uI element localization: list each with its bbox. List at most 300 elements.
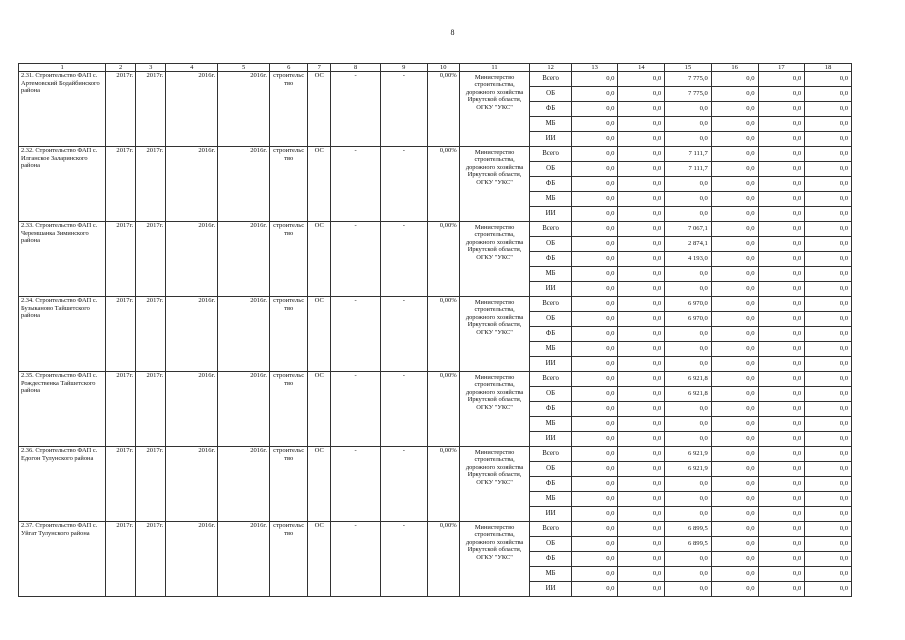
amount-cell: 0,0 [805,552,852,567]
amount-cell: 0,0 [805,537,852,552]
amount-cell: 0,0 [665,477,712,492]
project-name: 2.37. Строительство ФАП с. Уйгат Тулунского района [19,522,106,597]
amount-cell: 0,0 [805,282,852,297]
amount-cell: 0,0 [711,372,758,387]
amount-cell: 0,0 [711,432,758,447]
amount-cell: 0,0 [665,492,712,507]
table-row [19,447,852,462]
funding-source: ОБ [530,462,571,477]
col9-value: - [380,447,427,522]
amount-cell: 0,0 [665,192,712,207]
readiness-percent: 0,00% [427,222,459,297]
amount-cell: 0,0 [571,282,618,297]
column-header-10: 10 [427,64,459,72]
amount-cell: 0,0 [618,297,665,312]
amount-cell: 0,0 [618,132,665,147]
amount-cell: 0,0 [711,327,758,342]
amount-cell: 0,0 [711,462,758,477]
amount-cell: 6 899,5 [665,522,712,537]
amount-cell: 0,0 [711,87,758,102]
amount-cell: 0,0 [805,357,852,372]
amount-cell: 0,0 [618,387,665,402]
amount-cell: 0,0 [805,117,852,132]
column-header-12: 12 [530,64,571,72]
amount-cell: 0,0 [805,507,852,522]
amount-cell: 0,0 [711,117,758,132]
project-name: 2.31. Строительство ФАП с. Артемовский Бодайбинского района [19,72,106,147]
executor: Министерство строительства, дорожного хозяйства Иркутской области, ОГКУ "УКС" [459,72,530,147]
column-header-14: 14 [618,64,665,72]
funding-source: МБ [530,342,571,357]
amount-cell: 0,0 [711,177,758,192]
amount-cell: 0,0 [758,402,805,417]
funding-source: Всего [530,372,571,387]
end-year: 2017г. [136,522,166,597]
funding-source: ФБ [530,327,571,342]
amount-cell: 0,0 [805,582,852,597]
amount-cell: 0,0 [571,417,618,432]
amount-cell: 0,0 [711,552,758,567]
amount-cell: 6 899,5 [665,537,712,552]
table-row [19,522,852,537]
project-name: 2.35. Строительство ФАП с. Рождественка Тайшетского района [19,372,106,447]
amount-cell: 0,0 [618,72,665,87]
end-year: 2017г. [136,372,166,447]
amount-cell: 6 921,8 [665,387,712,402]
page-number: 8 [450,28,455,37]
amount-cell: 0,0 [571,582,618,597]
amount-cell: 0,0 [618,207,665,222]
amount-cell: 4 193,0 [665,252,712,267]
design-start-year: 2016г. [166,297,218,372]
table-body [19,72,852,597]
amount-cell: 0,0 [618,342,665,357]
amount-cell: 0,0 [618,567,665,582]
amount-cell: 0,0 [758,147,805,162]
design-end-year: 2016г. [218,447,270,522]
amount-cell: 0,0 [758,522,805,537]
amount-cell: 0,0 [805,222,852,237]
amount-cell: 0,0 [618,237,665,252]
amount-cell: 0,0 [758,477,805,492]
amount-cell: 0,0 [805,312,852,327]
amount-cell: 0,0 [665,582,712,597]
object-type: ОС [308,447,331,522]
amount-cell: 0,0 [711,282,758,297]
amount-cell: 0,0 [758,357,805,372]
work-type: строительс тво [270,447,308,522]
amount-cell: 0,0 [711,492,758,507]
amount-cell: 0,0 [758,582,805,597]
column-number-header [19,64,852,72]
funding-source: ИИ [530,507,571,522]
design-start-year: 2016г. [166,522,218,597]
amount-cell: 0,0 [571,102,618,117]
amount-cell: 0,0 [711,402,758,417]
amount-cell: 0,0 [758,507,805,522]
funding-source: МБ [530,192,571,207]
end-year: 2017г. [136,72,166,147]
executor: Министерство строительства, дорожного хозяйства Иркутской области, ОГКУ "УКС" [459,297,530,372]
col8-value: - [331,72,381,147]
amount-cell: 0,0 [665,357,712,372]
amount-cell: 0,0 [618,357,665,372]
start-year: 2017г. [106,372,136,447]
column-header-17: 17 [758,64,805,72]
amount-cell: 0,0 [711,417,758,432]
amount-cell: 0,0 [805,237,852,252]
amount-cell: 0,0 [711,507,758,522]
funding-source: ОБ [530,87,571,102]
amount-cell: 0,0 [805,492,852,507]
amount-cell: 0,0 [758,117,805,132]
amount-cell: 0,0 [665,342,712,357]
start-year: 2017г. [106,147,136,222]
amount-cell: 0,0 [571,327,618,342]
funding-source: ФБ [530,102,571,117]
amount-cell: 0,0 [805,417,852,432]
amount-cell: 0,0 [805,87,852,102]
amount-cell: 0,0 [758,372,805,387]
amount-cell: 0,0 [758,102,805,117]
amount-cell: 0,0 [618,177,665,192]
amount-cell: 0,0 [711,567,758,582]
amount-cell: 0,0 [571,237,618,252]
amount-cell: 0,0 [571,192,618,207]
amount-cell: 0,0 [665,117,712,132]
amount-cell: 0,0 [571,162,618,177]
amount-cell: 0,0 [665,327,712,342]
amount-cell: 0,0 [571,402,618,417]
funding-source: ФБ [530,402,571,417]
amount-cell: 0,0 [711,537,758,552]
object-type: ОС [308,147,331,222]
amount-cell: 0,0 [805,402,852,417]
amount-cell: 0,0 [805,192,852,207]
amount-cell: 0,0 [571,117,618,132]
amount-cell: 0,0 [665,267,712,282]
funding-source: ОБ [530,537,571,552]
amount-cell: 0,0 [618,462,665,477]
amount-cell: 0,0 [665,282,712,297]
amount-cell: 0,0 [618,222,665,237]
amount-cell: 0,0 [571,207,618,222]
amount-cell: 0,0 [571,447,618,462]
amount-cell: 0,0 [571,432,618,447]
column-header-16: 16 [711,64,758,72]
amount-cell: 0,0 [571,537,618,552]
amount-cell: 0,0 [758,87,805,102]
amount-cell: 0,0 [618,582,665,597]
amount-cell: 0,0 [758,552,805,567]
col8-value: - [331,447,381,522]
amount-cell: 0,0 [758,492,805,507]
column-header-3: 3 [136,64,166,72]
work-type: строительс тво [270,522,308,597]
amount-cell: 0,0 [618,522,665,537]
amount-cell: 0,0 [711,447,758,462]
amount-cell: 0,0 [571,297,618,312]
readiness-percent: 0,00% [427,147,459,222]
end-year: 2017г. [136,297,166,372]
amount-cell: 0,0 [805,102,852,117]
amount-cell: 0,0 [805,252,852,267]
amount-cell: 0,0 [618,162,665,177]
amount-cell: 0,0 [618,252,665,267]
funding-source: Всего [530,522,571,537]
amount-cell: 0,0 [758,417,805,432]
funding-source: ОБ [530,387,571,402]
amount-cell: 0,0 [571,492,618,507]
amount-cell: 6 970,0 [665,312,712,327]
amount-cell: 0,0 [711,387,758,402]
amount-cell: 0,0 [571,147,618,162]
amount-cell: 0,0 [758,312,805,327]
amount-cell: 0,0 [758,267,805,282]
start-year: 2017г. [106,297,136,372]
funding-source: Всего [530,147,571,162]
amount-cell: 0,0 [758,537,805,552]
design-start-year: 2016г. [166,372,218,447]
amount-cell: 0,0 [665,102,712,117]
funding-source: ФБ [530,552,571,567]
amount-cell: 0,0 [711,252,758,267]
amount-cell: 0,0 [805,342,852,357]
project-name: 2.34. Строительство ФАП с. Бузыканово Тайшетского района [19,297,106,372]
readiness-percent: 0,00% [427,297,459,372]
column-header-7: 7 [308,64,331,72]
design-end-year: 2016г. [218,297,270,372]
amount-cell: 0,0 [711,132,758,147]
start-year: 2017г. [106,72,136,147]
amount-cell: 0,0 [758,447,805,462]
amount-cell: 0,0 [618,267,665,282]
funding-source: ОБ [530,162,571,177]
amount-cell: 0,0 [571,252,618,267]
col8-value: - [331,297,381,372]
amount-cell: 0,0 [571,387,618,402]
amount-cell: 0,0 [711,222,758,237]
readiness-percent: 0,00% [427,522,459,597]
design-end-year: 2016г. [218,147,270,222]
amount-cell: 0,0 [805,297,852,312]
amount-cell: 7 067,1 [665,222,712,237]
amount-cell: 0,0 [618,117,665,132]
funding-source: ИИ [530,207,571,222]
object-type: ОС [308,522,331,597]
design-end-year: 2016г. [218,522,270,597]
column-header-6: 6 [270,64,308,72]
amount-cell: 0,0 [665,417,712,432]
amount-cell: 0,0 [711,72,758,87]
funding-source: Всего [530,72,571,87]
amount-cell: 0,0 [805,207,852,222]
start-year: 2017г. [106,222,136,297]
funding-source: Всего [530,222,571,237]
funding-source: ОБ [530,237,571,252]
amount-cell: 7 111,7 [665,162,712,177]
table-row [19,72,852,87]
work-type: строительс тво [270,72,308,147]
funding-source: МБ [530,117,571,132]
amount-cell: 0,0 [571,567,618,582]
executor: Министерство строительства, дорожного хозяйства Иркутской области, ОГКУ "УКС" [459,222,530,297]
col8-value: - [331,522,381,597]
funding-source: ФБ [530,177,571,192]
amount-cell: 0,0 [571,312,618,327]
amount-cell: 0,0 [571,507,618,522]
funding-source: МБ [530,267,571,282]
amount-cell: 0,0 [758,72,805,87]
amount-cell: 0,0 [758,132,805,147]
project-name: 2.36. Строительство ФАП с. Едогон Тулунского района [19,447,106,522]
col9-value: - [380,522,427,597]
column-header-13: 13 [571,64,618,72]
amount-cell: 0,0 [711,162,758,177]
funding-source: МБ [530,492,571,507]
amount-cell: 0,0 [665,567,712,582]
table-row [19,222,852,237]
amount-cell: 0,0 [665,432,712,447]
funding-source: ОБ [530,312,571,327]
column-header-15: 15 [665,64,712,72]
executor: Министерство строительства, дорожного хозяйства Иркутской области, ОГКУ "УКС" [459,147,530,222]
amount-cell: 0,0 [711,357,758,372]
amount-cell: 0,0 [665,552,712,567]
amount-cell: 0,0 [711,582,758,597]
amount-cell: 0,0 [711,147,758,162]
work-type: строительс тво [270,297,308,372]
col9-value: - [380,297,427,372]
end-year: 2017г. [136,447,166,522]
funding-source: ИИ [530,282,571,297]
project-name: 2.33. Строительство ФАП с. Черемшанка Зиминского района [19,222,106,297]
amount-cell: 0,0 [805,432,852,447]
amount-cell: 0,0 [571,477,618,492]
amount-cell: 0,0 [571,522,618,537]
object-type: ОС [308,222,331,297]
col8-value: - [331,222,381,297]
column-header-18: 18 [805,64,852,72]
funding-source: Всего [530,297,571,312]
executor: Министерство строительства, дорожного хозяйства Иркутской области, ОГКУ "УКС" [459,447,530,522]
amount-cell: 0,0 [571,267,618,282]
amount-cell: 0,0 [758,162,805,177]
table-row [19,297,852,312]
amount-cell: 0,0 [805,147,852,162]
design-start-year: 2016г. [166,447,218,522]
amount-cell: 0,0 [758,387,805,402]
amount-cell: 0,0 [758,342,805,357]
amount-cell: 0,0 [805,462,852,477]
amount-cell: 0,0 [805,567,852,582]
amount-cell: 0,0 [618,192,665,207]
start-year: 2017г. [106,447,136,522]
work-type: строительс тво [270,222,308,297]
readiness-percent: 0,00% [427,372,459,447]
amount-cell: 0,0 [758,237,805,252]
amount-cell: 0,0 [711,342,758,357]
amount-cell: 0,0 [805,177,852,192]
column-header-11: 11 [459,64,530,72]
design-end-year: 2016г. [218,72,270,147]
design-end-year: 2016г. [218,372,270,447]
funding-source: ФБ [530,252,571,267]
work-type: строительс тво [270,372,308,447]
amount-cell: 0,0 [571,132,618,147]
funding-source: Всего [530,447,571,462]
amount-cell: 0,0 [618,282,665,297]
amount-cell: 0,0 [618,147,665,162]
amount-cell: 0,0 [571,177,618,192]
amount-cell: 6 921,9 [665,447,712,462]
amount-cell: 7 775,0 [665,87,712,102]
amount-cell: 6 921,8 [665,372,712,387]
executor: Министерство строительства, дорожного хозяйства Иркутской области, ОГКУ "УКС" [459,522,530,597]
amount-cell: 0,0 [571,552,618,567]
object-type: ОС [308,72,331,147]
amount-cell: 0,0 [805,372,852,387]
column-header-9: 9 [380,64,427,72]
amount-cell: 0,0 [618,447,665,462]
amount-cell: 0,0 [805,132,852,147]
amount-cell: 0,0 [571,72,618,87]
amount-cell: 0,0 [571,87,618,102]
amount-cell: 0,0 [618,477,665,492]
amount-cell: 0,0 [665,177,712,192]
amount-cell: 0,0 [758,297,805,312]
amount-cell: 0,0 [618,417,665,432]
table-row [19,372,852,387]
start-year: 2017г. [106,522,136,597]
amount-cell: 0,0 [665,132,712,147]
amount-cell: 0,0 [758,432,805,447]
project-name: 2.32. Строительство ФАП с. Илганское Заларинского района [19,147,106,222]
amount-cell: 0,0 [665,402,712,417]
amount-cell: 0,0 [711,102,758,117]
design-start-year: 2016г. [166,222,218,297]
end-year: 2017г. [136,147,166,222]
funding-source: ФБ [530,477,571,492]
col9-value: - [380,72,427,147]
amount-cell: 0,0 [571,222,618,237]
amount-cell: 0,0 [758,222,805,237]
amount-cell: 0,0 [805,447,852,462]
readiness-percent: 0,00% [427,447,459,522]
amount-cell: 0,0 [758,192,805,207]
work-type: строительс тво [270,147,308,222]
program-table [18,63,852,597]
amount-cell: 0,0 [571,462,618,477]
amount-cell: 0,0 [711,192,758,207]
amount-cell: 0,0 [711,312,758,327]
column-header-8: 8 [331,64,381,72]
object-type: ОС [308,297,331,372]
amount-cell: 0,0 [665,507,712,522]
col8-value: - [331,147,381,222]
funding-source: ИИ [530,432,571,447]
funding-source: ИИ [530,132,571,147]
funding-source: ИИ [530,357,571,372]
amount-cell: 7 111,7 [665,147,712,162]
amount-cell: 0,0 [571,357,618,372]
funding-source: МБ [530,417,571,432]
readiness-percent: 0,00% [427,72,459,147]
amount-cell: 7 775,0 [665,72,712,87]
executor: Министерство строительства, дорожного хозяйства Иркутской области, ОГКУ "УКС" [459,372,530,447]
amount-cell: 0,0 [618,87,665,102]
amount-cell: 2 874,1 [665,237,712,252]
